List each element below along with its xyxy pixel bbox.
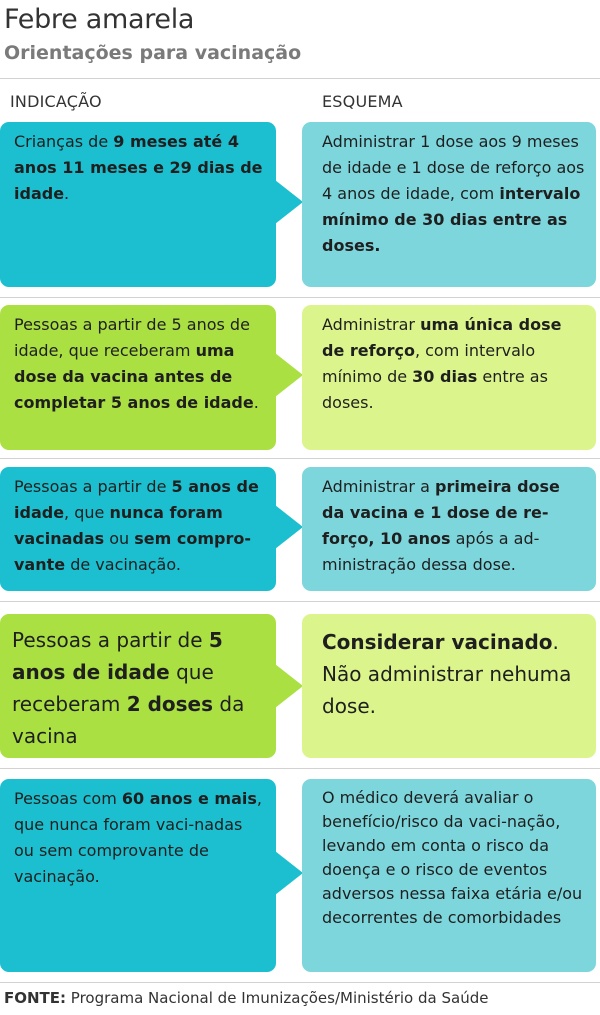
body-text: . [253, 393, 259, 412]
scheme-box [302, 614, 596, 758]
emphasis-text: intervalo mínimo de 30 dias entre as doses. [322, 184, 581, 255]
emphasis-text: 30 dias [412, 367, 478, 386]
row-4 [0, 614, 600, 758]
body-text: O médico deverá avaliar o benefício/risco da vaci-nação, levando em conta o risco da doença e o risco de eventos adversos nessa faixa etária e/ou decorrentes de comorbidades [322, 788, 583, 927]
row-divider [0, 458, 600, 459]
arrow-shape [275, 851, 303, 895]
scheme-text [322, 315, 561, 412]
body-text: após a ad-ministração dessa dose. [322, 529, 540, 574]
header-divider [0, 78, 600, 79]
indication-box [0, 305, 276, 450]
source-label: FONTE: [4, 989, 67, 1007]
body-text: . Não administrar nehuma dose. [322, 630, 572, 718]
row-divider [0, 297, 600, 298]
body-text: , com intervalo mínimo de [322, 341, 536, 386]
page-title: Febre amarela [4, 4, 195, 35]
body-text: , que [64, 503, 110, 522]
row-divider [0, 768, 600, 769]
page-subtitle: Orientações para vacinação [4, 42, 302, 64]
body-text: de vacinação. [65, 555, 181, 574]
indication-box [0, 614, 276, 758]
scheme-text [322, 477, 560, 574]
indication-box [0, 122, 276, 287]
arrow-shape [275, 180, 303, 224]
footer-divider [0, 982, 600, 983]
arrow-shape [275, 353, 303, 397]
indication-box [0, 779, 276, 972]
body-text: Pessoas a partir de [12, 628, 209, 652]
source-text: Programa Nacional de Imunizações/Ministério da Saúde [66, 989, 489, 1007]
scheme-text [322, 132, 584, 255]
source-footer [4, 989, 488, 1007]
row-5 [0, 779, 600, 972]
indication-text [14, 132, 263, 203]
emphasis-text: Considerar vacinado [322, 630, 553, 654]
emphasis-text: nunca foram vacinadas [14, 503, 223, 548]
arrow-shape [275, 664, 303, 708]
body-text: que receberam [12, 660, 214, 716]
scheme-box [302, 467, 596, 591]
emphasis-text: 5 anos de idade [14, 477, 259, 522]
body-text: Pessoas a partir de [14, 477, 172, 496]
row-2 [0, 305, 600, 450]
scheme-text [322, 788, 582, 927]
row-divider [0, 601, 600, 602]
body-text: Crianças de [14, 132, 114, 151]
indication-box [0, 467, 276, 591]
emphasis-text: sem compro-vante [14, 529, 252, 574]
arrow-shape [275, 505, 303, 549]
emphasis-text: uma única dose de reforço [322, 315, 562, 360]
column-header-indication: INDICAÇÃO [10, 92, 102, 111]
column-header-scheme: ESQUEMA [322, 92, 403, 111]
emphasis-text: 60 anos e mais [121, 789, 257, 808]
emphasis-text: uma dose da vacina antes de completar 5 anos de idade [14, 341, 254, 412]
body-text: da vacina [12, 692, 245, 748]
body-text: Administrar [322, 315, 421, 334]
scheme-box [302, 305, 596, 450]
body-text: Pessoas a partir de 5 anos de idade, que receberam [14, 315, 250, 360]
body-text: Administrar 1 dose aos 9 meses de idade e 1 dose de reforço aos 4 anos de idade, com [322, 132, 585, 203]
emphasis-text: 9 meses até 4 anos 11 meses e 29 dias de idade [14, 132, 263, 203]
scheme-box [302, 122, 596, 287]
emphasis-text: primeira dose da vacina e 1 dose de re-forço, 10 anos [322, 477, 560, 548]
body-text: Pessoas com [14, 789, 122, 808]
body-text: . [64, 184, 70, 203]
body-text: ou [104, 529, 135, 548]
scheme-text [322, 630, 571, 718]
indication-text [14, 315, 259, 412]
body-text: Administrar a [322, 477, 435, 496]
indication-text [12, 628, 244, 748]
indication-text [14, 789, 262, 886]
row-3 [0, 467, 600, 591]
body-text: entre as doses. [322, 367, 548, 412]
body-text: , que nunca foram vaci-nadas ou sem comprovante de vacinação. [14, 789, 262, 886]
emphasis-text: 5 anos de idade [12, 628, 223, 684]
row-1 [0, 122, 600, 287]
emphasis-text: 2 doses [126, 692, 214, 716]
scheme-box [302, 779, 596, 972]
indication-text [14, 477, 259, 574]
